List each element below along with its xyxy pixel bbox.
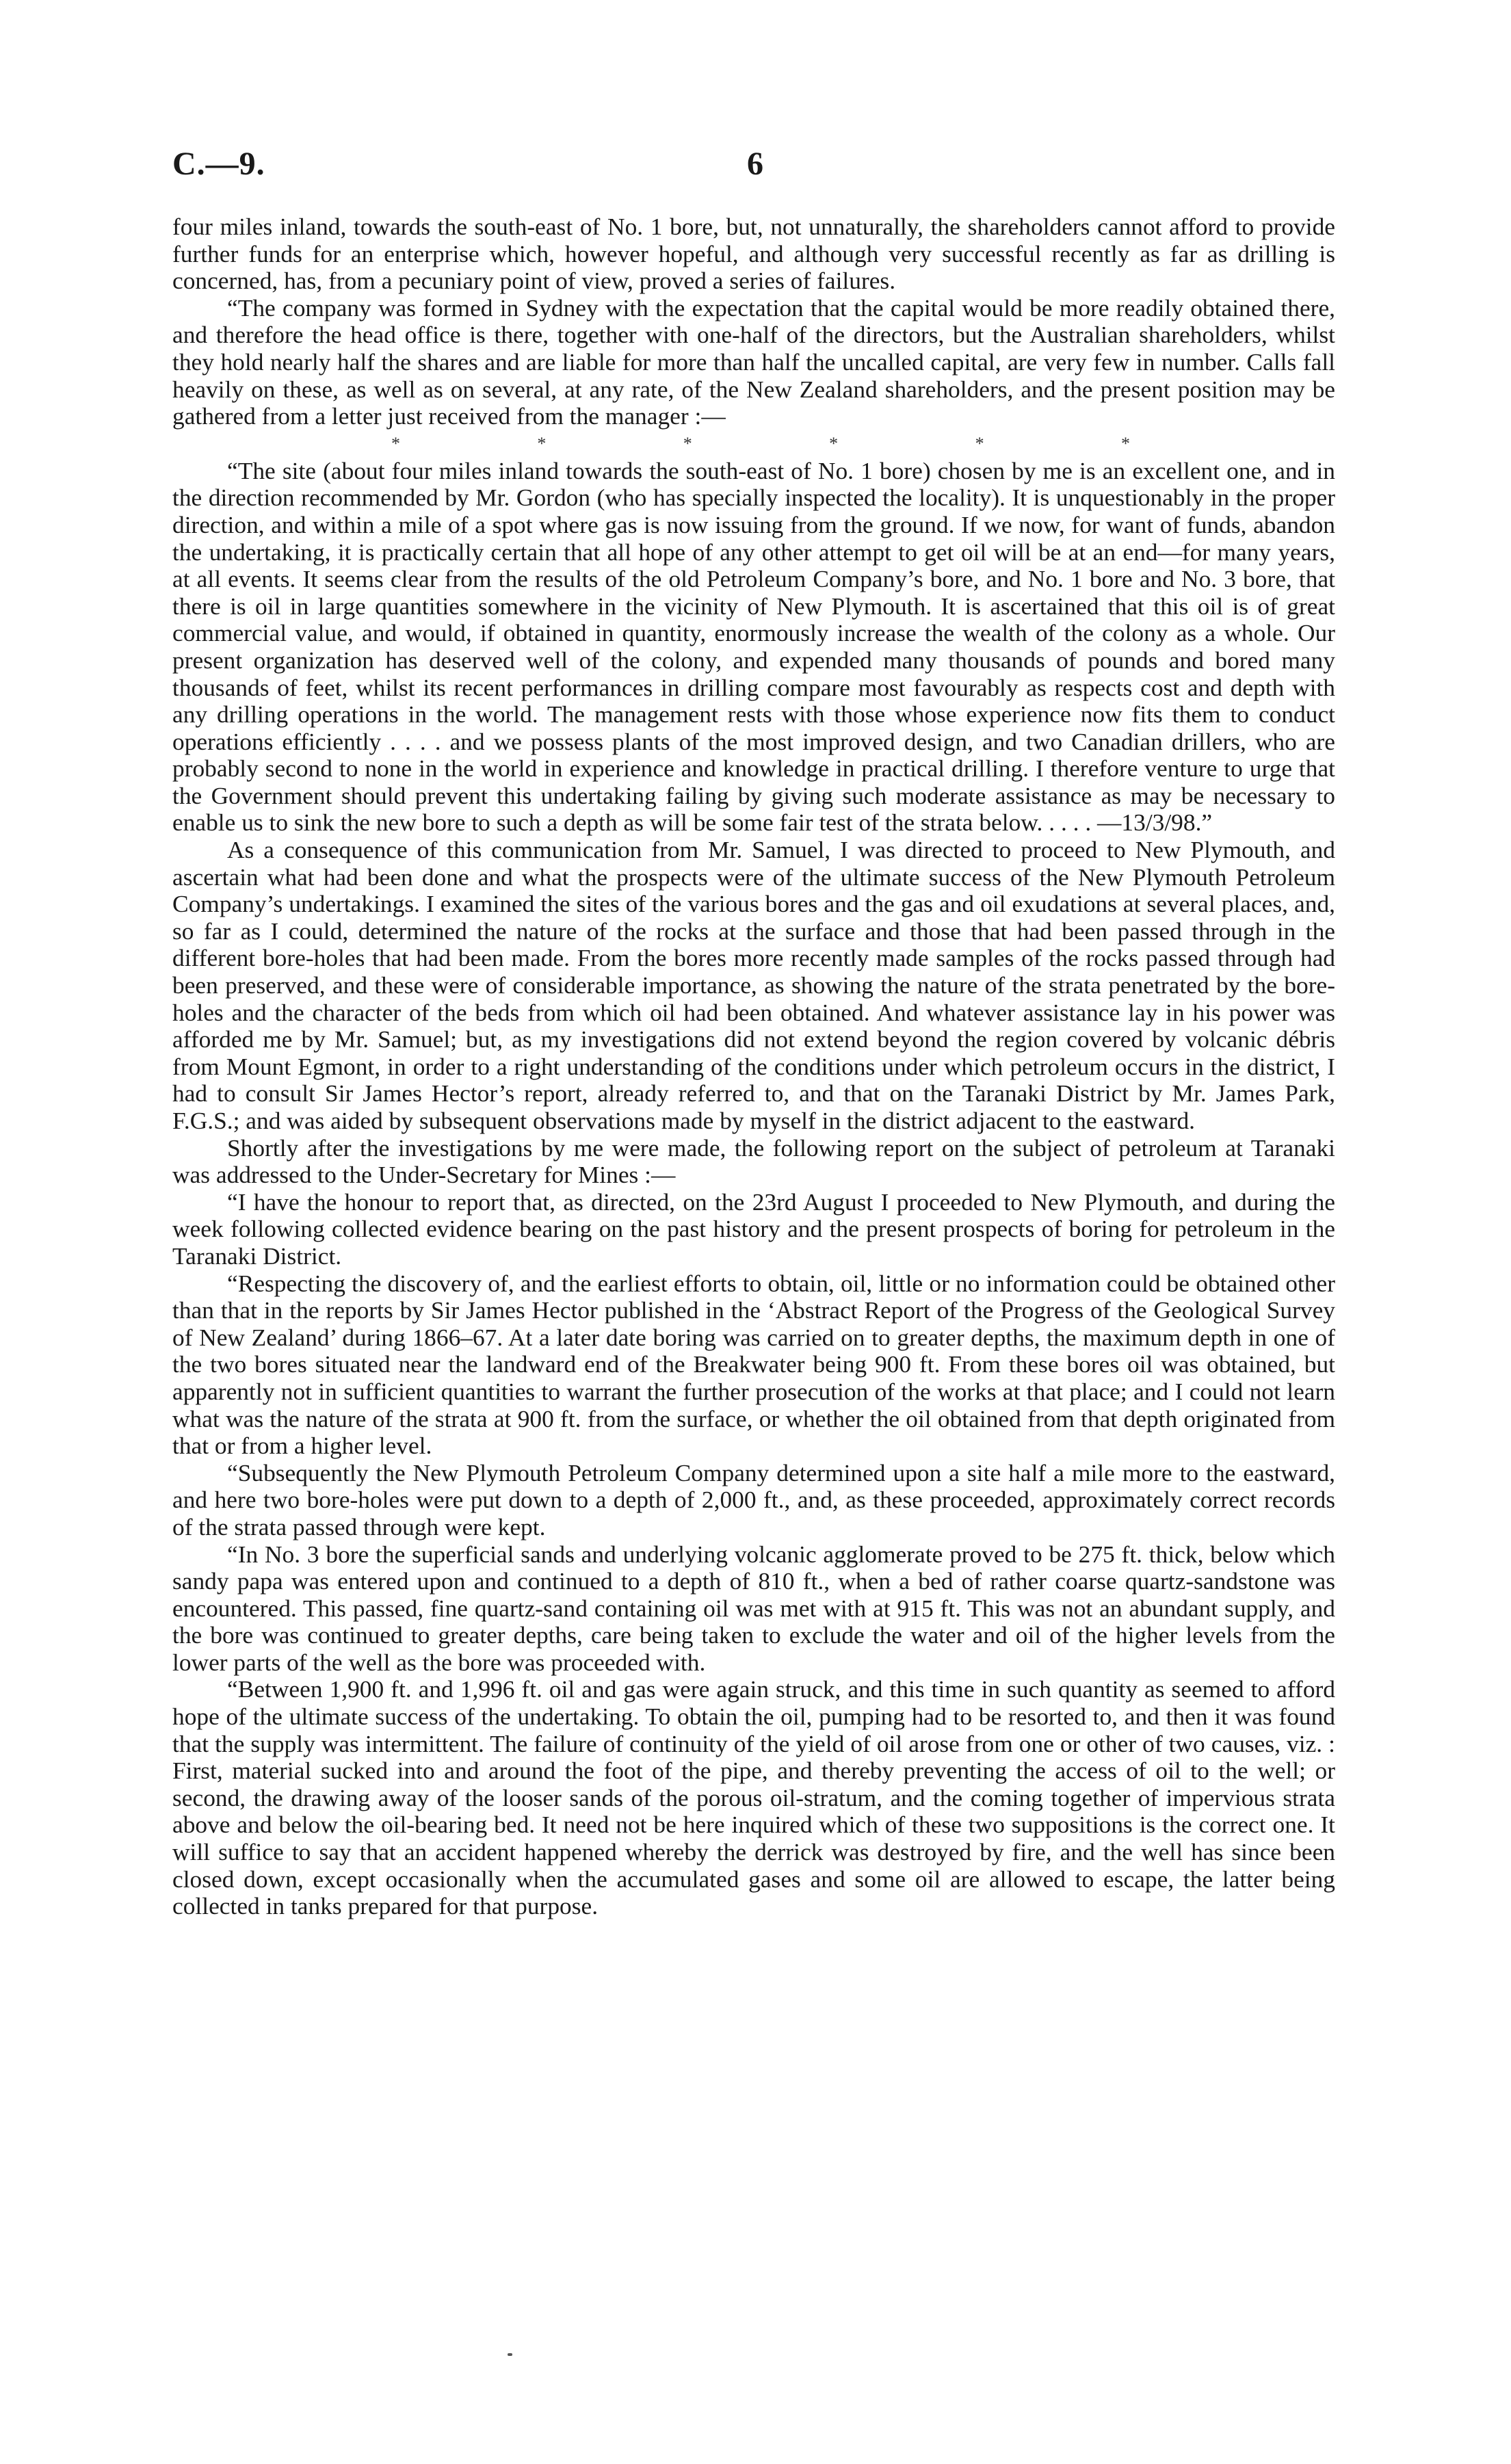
page-header <box>172 145 1339 193</box>
document-reference: C.—9. <box>172 146 265 182</box>
paragraph: “The site (about four miles inland towards the south-east of No. 1 bore) chosen by me is an excellent one, and in the direction recommended by Mr. Gordon (who has specially inspected the locality). It is unquestionably in the proper direction, and within a mile of a spot where gas is now issuing from the ground. If we now, for want of funds, abandon the undertaking, it is practically certain that all hope of any other attempt to get oil will be at an end—for many years, at all events. It seems clear from the results of the old Petroleum Company’s bore, and No. 1 bore and No. 3 bore, that there is oil in large quantities somewhere in the vicinity of New Plymouth. It is ascertained that this oil is of great commercial value, and would, if obtained in quantity, enormously increase the wealth of the colony as a whole. Our present organization has deserved well of the colony, and expended many thousands of pounds and bored many thousands of feet, whilst its recent performances in drilling compare most favourably as respects cost and depth with any drilling operations in the world. The management rests with those whose experience now fits them to conduct operations efficiently . . . . and we possess plants of the most improved design, and two Canadian drillers, who are probably second to none in the world in experience and knowledge in practical drilling. I therefore venture to urge that the Government should prevent this undertaking failing by giving such moderate assistance as may be necessary to enable us to sink the new bore to such a depth as will be some fair test of the strata below. . . . . —13/3/98.” <box>172 456 1335 837</box>
asterisk: * <box>829 433 839 454</box>
asterisk: * <box>683 433 692 454</box>
asterisk: * <box>1120 433 1130 454</box>
paragraph: “I have the honour to report that, as directed, on the 23rd August I proceeded to New Plymouth, and during the week following collected evidence bearing on the past history and the present prospects of boring for petroleum in the Taranaki District. <box>172 1188 1335 1270</box>
paragraph: “The company was formed in Sydney with the expectation that the capital would be more readily obtained there, and therefore the head office is there, together with one-half of the directors, but the Australian shareholders, whilst they hold nearly half the shares and are liable for more than half the uncalled capital, are very few in number. Calls fall heavily on these, as well as on several, at any rate, of the New Zealand shareholders, and the present position may be gathered from a letter just received from the manager :— <box>172 293 1335 430</box>
asterisk: * <box>975 433 984 454</box>
paragraph-continuation: four miles inland, towards the south-east of No. 1 bore, but, not unnaturally, the shareholders cannot afford to provide further funds for an enterprise which, however hopeful, and although very successful recently as far as drilling is concerned, has, from a pecuniary point of view, proved a series of failures. <box>172 213 1335 295</box>
page-number: 6 <box>747 146 763 182</box>
print-speck <box>508 2353 512 2356</box>
asterisk: * <box>391 433 400 454</box>
asterisk: * <box>537 433 547 454</box>
paragraph: As a consequence of this communication from Mr. Samuel, I was directed to proceed to New Plymouth, and ascertain what had been done and what the prospects were of the ultimate success of the New Plymouth Petroleum Company’s undertakings. I examined the sites of the various bores and the gas and oil exudations at several places, and, so far as I could, determined the nature of the rocks at the surface and those that had been passed through in the different bore-holes that had been made. From the bores more recently made samples of the rocks passed through had been preserved, and these were of considerable importance, as showing the nature of the strata penetrated by the bore-holes and the character of the beds from which oil had been obtained. And whatever assistance lay in his power was afforded me by Mr. Samuel; but, as my investigations did not extend beyond the region covered by volcanic débris from Mount Egmont, in order to a right understanding of the conditions under which petroleum occurs in the district, I had to consult Sir James Hector’s report, already referred to, and that on the Taranaki District by Mr. James Park, F.G.S.; and was aided by subsequent observations made by myself in the district adjacent to the eastward. <box>172 836 1335 1134</box>
paragraph: Shortly after the investigations by me were made, the following report on the subject of petroleum at Taranaki was addressed to the Under-Secretary for Mines :— <box>172 1133 1335 1189</box>
paragraph: “Respecting the discovery of, and the earliest efforts to obtain, oil, little or no information could be obtained other than that in the reports by Sir James Hector published in the ‘Abstract Report of the Progress of the Geological Survey of New Zealand’ during 1866–67. At a later date boring was carried on to greater depths, the maximum depth in one of the two bores situated near the landward end of the Breakwater being 900 ft. From these bores oil was obtained, but apparently not in sufficient quantities to warrant the further prosecution of the works at that place; and I could not learn what was the nature of the strata at 900 ft. from the surface, or whether the oil obtained from that depth originated from that or from a higher level. <box>172 1269 1335 1460</box>
paragraph: “Subsequently the New Plymouth Petroleum Company determined upon a site half a mile more to the eastward, and here two bore-holes were put down to a depth of 2,000 ft., and, as these proceeded, approximately correct records of the strata passed through were kept. <box>172 1458 1335 1541</box>
paragraph: “In No. 3 bore the superficial sands and underlying volcanic agglomerate proved to be 275 ft. thick, below which sandy papa was entered upon and continued to a depth of 810 ft., when a bed of rather coarse quartz-sandstone was encountered. This passed, fine quartz-sand containing oil was met with at 915 ft. This was not an abundant supply, and the bore was continued to greater depths, care being taken to exclude the water and oil of the higher levels from the lower parts of the well as the bore was proceeded with. <box>172 1540 1335 1676</box>
asterisk-separator <box>172 430 1335 458</box>
paragraph: “Between 1,900 ft. and 1,996 ft. oil and gas were again struck, and this time in such quantity as seemed to afford hope of the ultimate success of the undertaking. To obtain the oil, pumping had to be resorted to, and then it was found that the supply was intermittent. The failure of continuity of the yield of oil arose from one or other of two causes, viz. : First, material sucked into and around the foot of the pipe, and thereby preventing the access of oil to the well; or second, the drawing away of the looser sands of the porous oil-stratum, and the coming together of impervious strata above and below the oil-bearing bed. It need not be here inquired which of these two suppositions is the correct one. It will suffice to say that an accident happened whereby the derrick was destroyed by fire, and the well has since been closed down, except occasionally when the accumulated gases and some oil are allowed to escape, the latter being collected in tanks prepared for that purpose. <box>172 1675 1335 1920</box>
document-body <box>172 213 1335 1920</box>
